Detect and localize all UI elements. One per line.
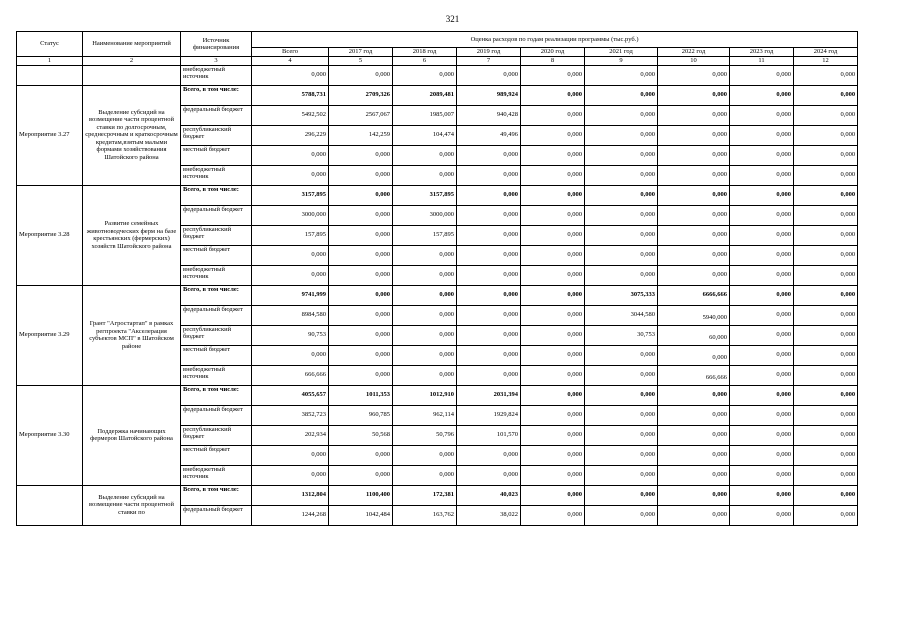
header-col-8: 2024 год	[794, 48, 858, 57]
value-cell: 4055,657	[252, 385, 329, 405]
table-row	[17, 485, 858, 505]
value-cell: 0,000	[521, 125, 585, 145]
source-cell: местный бюджет	[181, 345, 252, 365]
value-cell: 0,000	[585, 165, 658, 185]
value-cell: 0,000	[329, 445, 393, 465]
source-cell: Всего, в том числе:	[181, 85, 252, 105]
value-cell: 0,000	[457, 145, 521, 165]
status-cell: Мероприятие 3.27	[17, 85, 83, 185]
value-cell: 0,000	[393, 365, 457, 385]
value-cell	[658, 305, 730, 325]
value-cell: 2567,067	[329, 105, 393, 125]
value-cell: 5492,502	[252, 105, 329, 125]
value-cell: 0,000	[329, 65, 393, 85]
value-cell: 0,000	[730, 65, 794, 85]
value-cell: 0,000	[794, 185, 858, 205]
value-cell: 0,000	[658, 445, 730, 465]
value-cell: 0,000	[521, 65, 585, 85]
value-cell: 1929,824	[457, 405, 521, 425]
value-cell: 0,000	[521, 325, 585, 345]
value-cell: 0,000	[585, 445, 658, 465]
value-cell: 1012,910	[393, 385, 457, 405]
value-cell: 0,000	[794, 165, 858, 185]
value-cell: 0,000	[585, 365, 658, 385]
table-row	[17, 185, 858, 205]
value-cell: 666,666	[252, 365, 329, 385]
value-cell: 962,114	[393, 405, 457, 425]
value-cell: 0,000	[329, 345, 393, 365]
value-cell: 0,000	[521, 245, 585, 265]
value-cell: 0,000	[521, 285, 585, 305]
value-cell: 0,000	[730, 405, 794, 425]
value-cell: 0,000	[521, 265, 585, 285]
value-cell: 0,000	[730, 185, 794, 205]
value-cell: 0,000	[393, 265, 457, 285]
value-cell: 0,000	[457, 165, 521, 185]
table-row	[17, 65, 858, 85]
value-cell: 157,895	[252, 225, 329, 245]
value-cell: 0,000	[521, 425, 585, 445]
value-cell: 0,000	[329, 245, 393, 265]
value-cell: 0,000	[252, 445, 329, 465]
value-cell: 0,000	[252, 245, 329, 265]
value-cell: 0,000	[730, 425, 794, 445]
value-cell: 0,000	[393, 285, 457, 305]
value-cell: 0,000	[585, 225, 658, 245]
value-cell: 0,000	[521, 105, 585, 125]
value-cell: 0,000	[252, 65, 329, 85]
header-source: Источник финансирования	[181, 32, 252, 57]
value-cell: 0,000	[329, 285, 393, 305]
value-cell: 0,000	[585, 345, 658, 365]
page-number: 321	[445, 14, 460, 24]
source-cell: республиканский бюджет	[181, 225, 252, 245]
value-cell: 50,796	[393, 425, 457, 445]
measure-cell: Выделение субсидий на возмещение части процентной ставки по	[83, 485, 181, 525]
value-cell: 1100,400	[329, 485, 393, 505]
header-col-0: Всего	[252, 48, 329, 57]
table-row	[17, 85, 858, 105]
value-cell	[658, 345, 730, 365]
value-cell: 0,000	[393, 245, 457, 265]
value-cell: 0,000	[393, 445, 457, 465]
value-cell: 172,381	[393, 485, 457, 505]
value-cell: 0,000	[329, 145, 393, 165]
value-cell: 0,000	[521, 165, 585, 185]
value-cell: 0,000	[794, 485, 858, 505]
column-number: 12	[794, 57, 858, 66]
value-cell: 0,000	[730, 385, 794, 405]
value-cell: 3044,580	[585, 305, 658, 325]
source-cell: местный бюджет	[181, 145, 252, 165]
value-cell: 0,000	[730, 285, 794, 305]
measure-cell-empty	[83, 65, 181, 85]
value-cell: 0,000	[457, 445, 521, 465]
value-cell: 157,895	[393, 225, 457, 245]
value-cell: 0,000	[329, 325, 393, 345]
header-measure: Наименование мероприятий	[83, 32, 181, 57]
value-cell: 0,000	[457, 305, 521, 325]
value-cell: 163,762	[393, 505, 457, 525]
value-cell: 8984,580	[252, 305, 329, 325]
value-cell: 0,000	[521, 485, 585, 505]
value-cell: 0,000	[730, 265, 794, 285]
value-cell: 0,000	[585, 485, 658, 505]
value-cell: 0,000	[393, 325, 457, 345]
value-cell: 0,000	[794, 85, 858, 105]
value-cell: 1011,353	[329, 385, 393, 405]
value-cell: 0,000	[730, 305, 794, 325]
header-status: Статус	[17, 32, 83, 57]
value-cell: 38,022	[457, 505, 521, 525]
value-cell: 3157,895	[393, 185, 457, 205]
source-cell: внебюджетный источник	[181, 465, 252, 485]
budget-table	[16, 31, 858, 526]
column-number: 6	[393, 57, 457, 66]
status-cell	[17, 485, 83, 525]
value-cell: 0,000	[393, 65, 457, 85]
header-col-2: 2018 год	[393, 48, 457, 57]
value-cell: 0,000	[585, 125, 658, 145]
value-cell: 5788,731	[252, 85, 329, 105]
value-cell: 0,000	[794, 125, 858, 145]
source-cell: местный бюджет	[181, 445, 252, 465]
value-cell: 0,000	[658, 425, 730, 445]
value-cell: 0,000	[252, 165, 329, 185]
value-cell: 0,000	[658, 105, 730, 125]
value-cell: 2709,326	[329, 85, 393, 105]
header-col-1: 2017 год	[329, 48, 393, 57]
value-cell: 3000,000	[252, 205, 329, 225]
value-cell: 0,000	[585, 205, 658, 225]
value-cell: 0,000	[329, 165, 393, 185]
value-subline: 5940,000	[702, 313, 727, 321]
value-cell: 0,000	[252, 265, 329, 285]
value-cell: 0,000	[794, 505, 858, 525]
value-cell: 0,000	[658, 165, 730, 185]
value-cell: 0,000	[457, 225, 521, 245]
column-number: 1	[17, 57, 83, 66]
value-cell: 0,000	[730, 325, 794, 345]
value-cell: 0,000	[730, 225, 794, 245]
source-cell: федеральный бюджет	[181, 105, 252, 125]
measure-cell: Поддержка начинающих фермеров Шатойского района	[83, 385, 181, 485]
value-cell: 0,000	[794, 65, 858, 85]
value-cell: 104,474	[393, 125, 457, 145]
value-cell: 0,000	[457, 285, 521, 305]
source-cell: внебюджетный источник	[181, 165, 252, 185]
header-col-6: 2022 год	[658, 48, 730, 57]
value-cell: 0,000	[585, 85, 658, 105]
source-cell: республиканский бюджет	[181, 125, 252, 145]
source-cell: Всего, в том числе:	[181, 185, 252, 205]
measure-cell: Выделение субсидий на возмещение части процентной ставки по долгосрочным, среднесрочным и краткосрочным кредитам,взятым малыми формами хозяйствования Шатойского района	[83, 85, 181, 185]
value-cell: 0,000	[457, 185, 521, 205]
value-cell: 0,000	[730, 125, 794, 145]
source-cell: внебюджетный источник	[181, 65, 252, 85]
value-cell: 0,000	[794, 385, 858, 405]
value-cell: 0,000	[585, 425, 658, 445]
value-cell: 0,000	[658, 125, 730, 145]
source-cell: республиканский бюджет	[181, 425, 252, 445]
column-number: 9	[585, 57, 658, 66]
value-cell: 0,000	[794, 345, 858, 365]
value-cell: 0,000	[794, 425, 858, 445]
value-cell: 0,000	[521, 405, 585, 425]
value-cell: 0,000	[521, 185, 585, 205]
value-cell: 0,000	[585, 405, 658, 425]
status-cell: Мероприятие 3.28	[17, 185, 83, 285]
column-number: 2	[83, 57, 181, 66]
table-row	[17, 385, 858, 405]
value-cell: 0,000	[794, 365, 858, 385]
value-cell: 0,000	[585, 465, 658, 485]
value-cell: 2031,394	[457, 385, 521, 405]
value-cell: 0,000	[585, 385, 658, 405]
value-cell: 0,000	[794, 225, 858, 245]
value-cell: 0,000	[521, 445, 585, 465]
source-cell: республиканский бюджет	[181, 325, 252, 345]
value-cell: 3852,723	[252, 405, 329, 425]
source-cell: федеральный бюджет	[181, 505, 252, 525]
value-cell: 0,000	[730, 165, 794, 185]
column-number: 11	[730, 57, 794, 66]
value-cell: 0,000	[730, 145, 794, 165]
source-cell: Всего, в том числе:	[181, 285, 252, 305]
value-cell: 0,000	[658, 145, 730, 165]
value-cell: 0,000	[794, 405, 858, 425]
value-cell: 0,000	[585, 105, 658, 125]
value-cell: 0,000	[521, 205, 585, 225]
value-cell: 0,000	[794, 245, 858, 265]
source-cell: внебюджетный источник	[181, 265, 252, 285]
value-cell: 0,000	[521, 145, 585, 165]
value-cell: 0,000	[658, 225, 730, 245]
value-cell: 0,000	[794, 265, 858, 285]
value-cell: 0,000	[658, 405, 730, 425]
value-cell: 0,000	[457, 65, 521, 85]
value-cell: 0,000	[730, 505, 794, 525]
value-cell: 0,000	[329, 205, 393, 225]
value-cell: 0,000	[329, 225, 393, 245]
value-cell: 0,000	[730, 245, 794, 265]
value-cell: 0,000	[730, 465, 794, 485]
header-estimate: Оценка расходов по годам реализации программы (тыс.руб.)	[252, 32, 858, 48]
value-cell: 0,000	[794, 205, 858, 225]
value-cell: 0,000	[252, 345, 329, 365]
value-cell: 0,000	[393, 465, 457, 485]
value-cell: 0,000	[521, 385, 585, 405]
value-cell: 940,428	[457, 105, 521, 125]
value-cell: 0,000	[585, 185, 658, 205]
value-cell: 2089,481	[393, 85, 457, 105]
value-cell: 0,000	[794, 305, 858, 325]
value-cell: 1312,804	[252, 485, 329, 505]
measure-cell: Развитие семейных животноводческих ферм на базе крестьянских (фермерских) хозяйств Шатойского района	[83, 185, 181, 285]
value-cell: 0,000	[329, 265, 393, 285]
value-cell: 101,570	[457, 425, 521, 445]
value-cell: 0,000	[658, 265, 730, 285]
value-cell: 202,934	[252, 425, 329, 445]
value-subline: 0,000	[712, 353, 727, 361]
header-col-3: 2019 год	[457, 48, 521, 57]
value-cell: 0,000	[658, 65, 730, 85]
value-cell: 0,000	[730, 105, 794, 125]
value-cell: 0,000	[521, 305, 585, 325]
source-cell: федеральный бюджет	[181, 305, 252, 325]
column-number: 3	[181, 57, 252, 66]
value-cell: 0,000	[252, 465, 329, 485]
value-cell: 0,000	[329, 365, 393, 385]
source-cell: Всего, в том числе:	[181, 485, 252, 505]
source-cell: федеральный бюджет	[181, 205, 252, 225]
value-cell: 0,000	[585, 265, 658, 285]
value-cell: 0,000	[730, 345, 794, 365]
value-cell: 142,259	[329, 125, 393, 145]
value-cell: 0,000	[794, 105, 858, 125]
source-cell: Всего, в том числе:	[181, 385, 252, 405]
value-cell: 0,000	[585, 245, 658, 265]
value-cell: 0,000	[521, 345, 585, 365]
value-cell: 0,000	[521, 365, 585, 385]
value-cell: 0,000	[794, 145, 858, 165]
value-cell: 0,000	[329, 465, 393, 485]
value-cell: 9741,999	[252, 285, 329, 305]
value-cell: 0,000	[521, 505, 585, 525]
measure-cell: Грант "Агростартап" в рамках регпроекта "Акселерация субъектов МСП" в Шатойском районе	[83, 285, 181, 385]
value-cell: 0,000	[794, 445, 858, 465]
column-number: 7	[457, 57, 521, 66]
status-cell: Мероприятие 3.29	[17, 285, 83, 385]
source-cell: местный бюджет	[181, 245, 252, 265]
value-cell: 90,753	[252, 325, 329, 345]
source-cell: федеральный бюджет	[181, 405, 252, 425]
value-cell: 0,000	[658, 485, 730, 505]
value-cell: 296,229	[252, 125, 329, 145]
value-cell: 0,000	[658, 505, 730, 525]
column-number: 8	[521, 57, 585, 66]
value-cell: 0,000	[457, 325, 521, 345]
value-cell: 0,000	[658, 465, 730, 485]
value-cell: 0,000	[730, 365, 794, 385]
value-cell: 40,023	[457, 485, 521, 505]
value-cell: 0,000	[730, 485, 794, 505]
value-cell	[658, 325, 730, 345]
value-cell: 0,000	[658, 385, 730, 405]
value-cell: 1042,484	[329, 505, 393, 525]
value-cell: 0,000	[658, 85, 730, 105]
value-cell: 3157,895	[252, 185, 329, 205]
header-col-7: 2023 год	[730, 48, 794, 57]
value-cell: 1244,268	[252, 505, 329, 525]
source-cell: внебюджетный источник	[181, 365, 252, 385]
value-cell: 0,000	[393, 165, 457, 185]
value-cell: 0,000	[393, 145, 457, 165]
value-cell: 0,000	[794, 285, 858, 305]
value-cell: 0,000	[585, 505, 658, 525]
value-cell: 989,924	[457, 85, 521, 105]
table-row	[17, 285, 858, 305]
column-number: 5	[329, 57, 393, 66]
value-cell: 0,000	[252, 145, 329, 165]
value-cell: 0,000	[329, 305, 393, 325]
value-cell: 0,000	[794, 325, 858, 345]
header-col-4: 2020 год	[521, 48, 585, 57]
value-cell: 0,000	[730, 445, 794, 465]
value-cell: 50,568	[329, 425, 393, 445]
value-cell: 0,000	[457, 365, 521, 385]
value-cell: 0,000	[393, 345, 457, 365]
value-cell: 0,000	[329, 185, 393, 205]
value-cell: 49,496	[457, 125, 521, 145]
value-cell: 0,000	[521, 85, 585, 105]
value-cell: 0,000	[457, 265, 521, 285]
value-cell: 0,000	[658, 205, 730, 225]
value-cell: 0,000	[730, 205, 794, 225]
column-number: 10	[658, 57, 730, 66]
value-cell	[658, 365, 730, 385]
column-number: 4	[252, 57, 329, 66]
value-subline: 666,666	[705, 373, 727, 381]
value-cell: 0,000	[658, 245, 730, 265]
value-cell: 3075,333	[585, 285, 658, 305]
value-cell: 0,000	[658, 185, 730, 205]
value-cell: 1985,007	[393, 105, 457, 125]
value-cell: 0,000	[457, 345, 521, 365]
status-cell-empty	[17, 65, 83, 85]
status-cell: Мероприятие 3.30	[17, 385, 83, 485]
value-cell: 3000,000	[393, 205, 457, 225]
value-cell: 960,785	[329, 405, 393, 425]
value-cell: 0,000	[585, 145, 658, 165]
value-cell: 30,753	[585, 325, 658, 345]
value-cell: 0,000	[521, 225, 585, 245]
value-cell: 0,000	[585, 65, 658, 85]
value-cell: 0,000	[457, 205, 521, 225]
value-cell: 0,000	[393, 305, 457, 325]
value-cell: 0,000	[521, 465, 585, 485]
value-cell: 6666,666	[658, 285, 730, 305]
value-cell: 0,000	[730, 85, 794, 105]
value-cell: 0,000	[794, 465, 858, 485]
value-cell: 0,000	[457, 245, 521, 265]
value-subline: 60,000	[709, 333, 727, 341]
value-cell: 0,000	[457, 465, 521, 485]
header-col-5: 2021 год	[585, 48, 658, 57]
